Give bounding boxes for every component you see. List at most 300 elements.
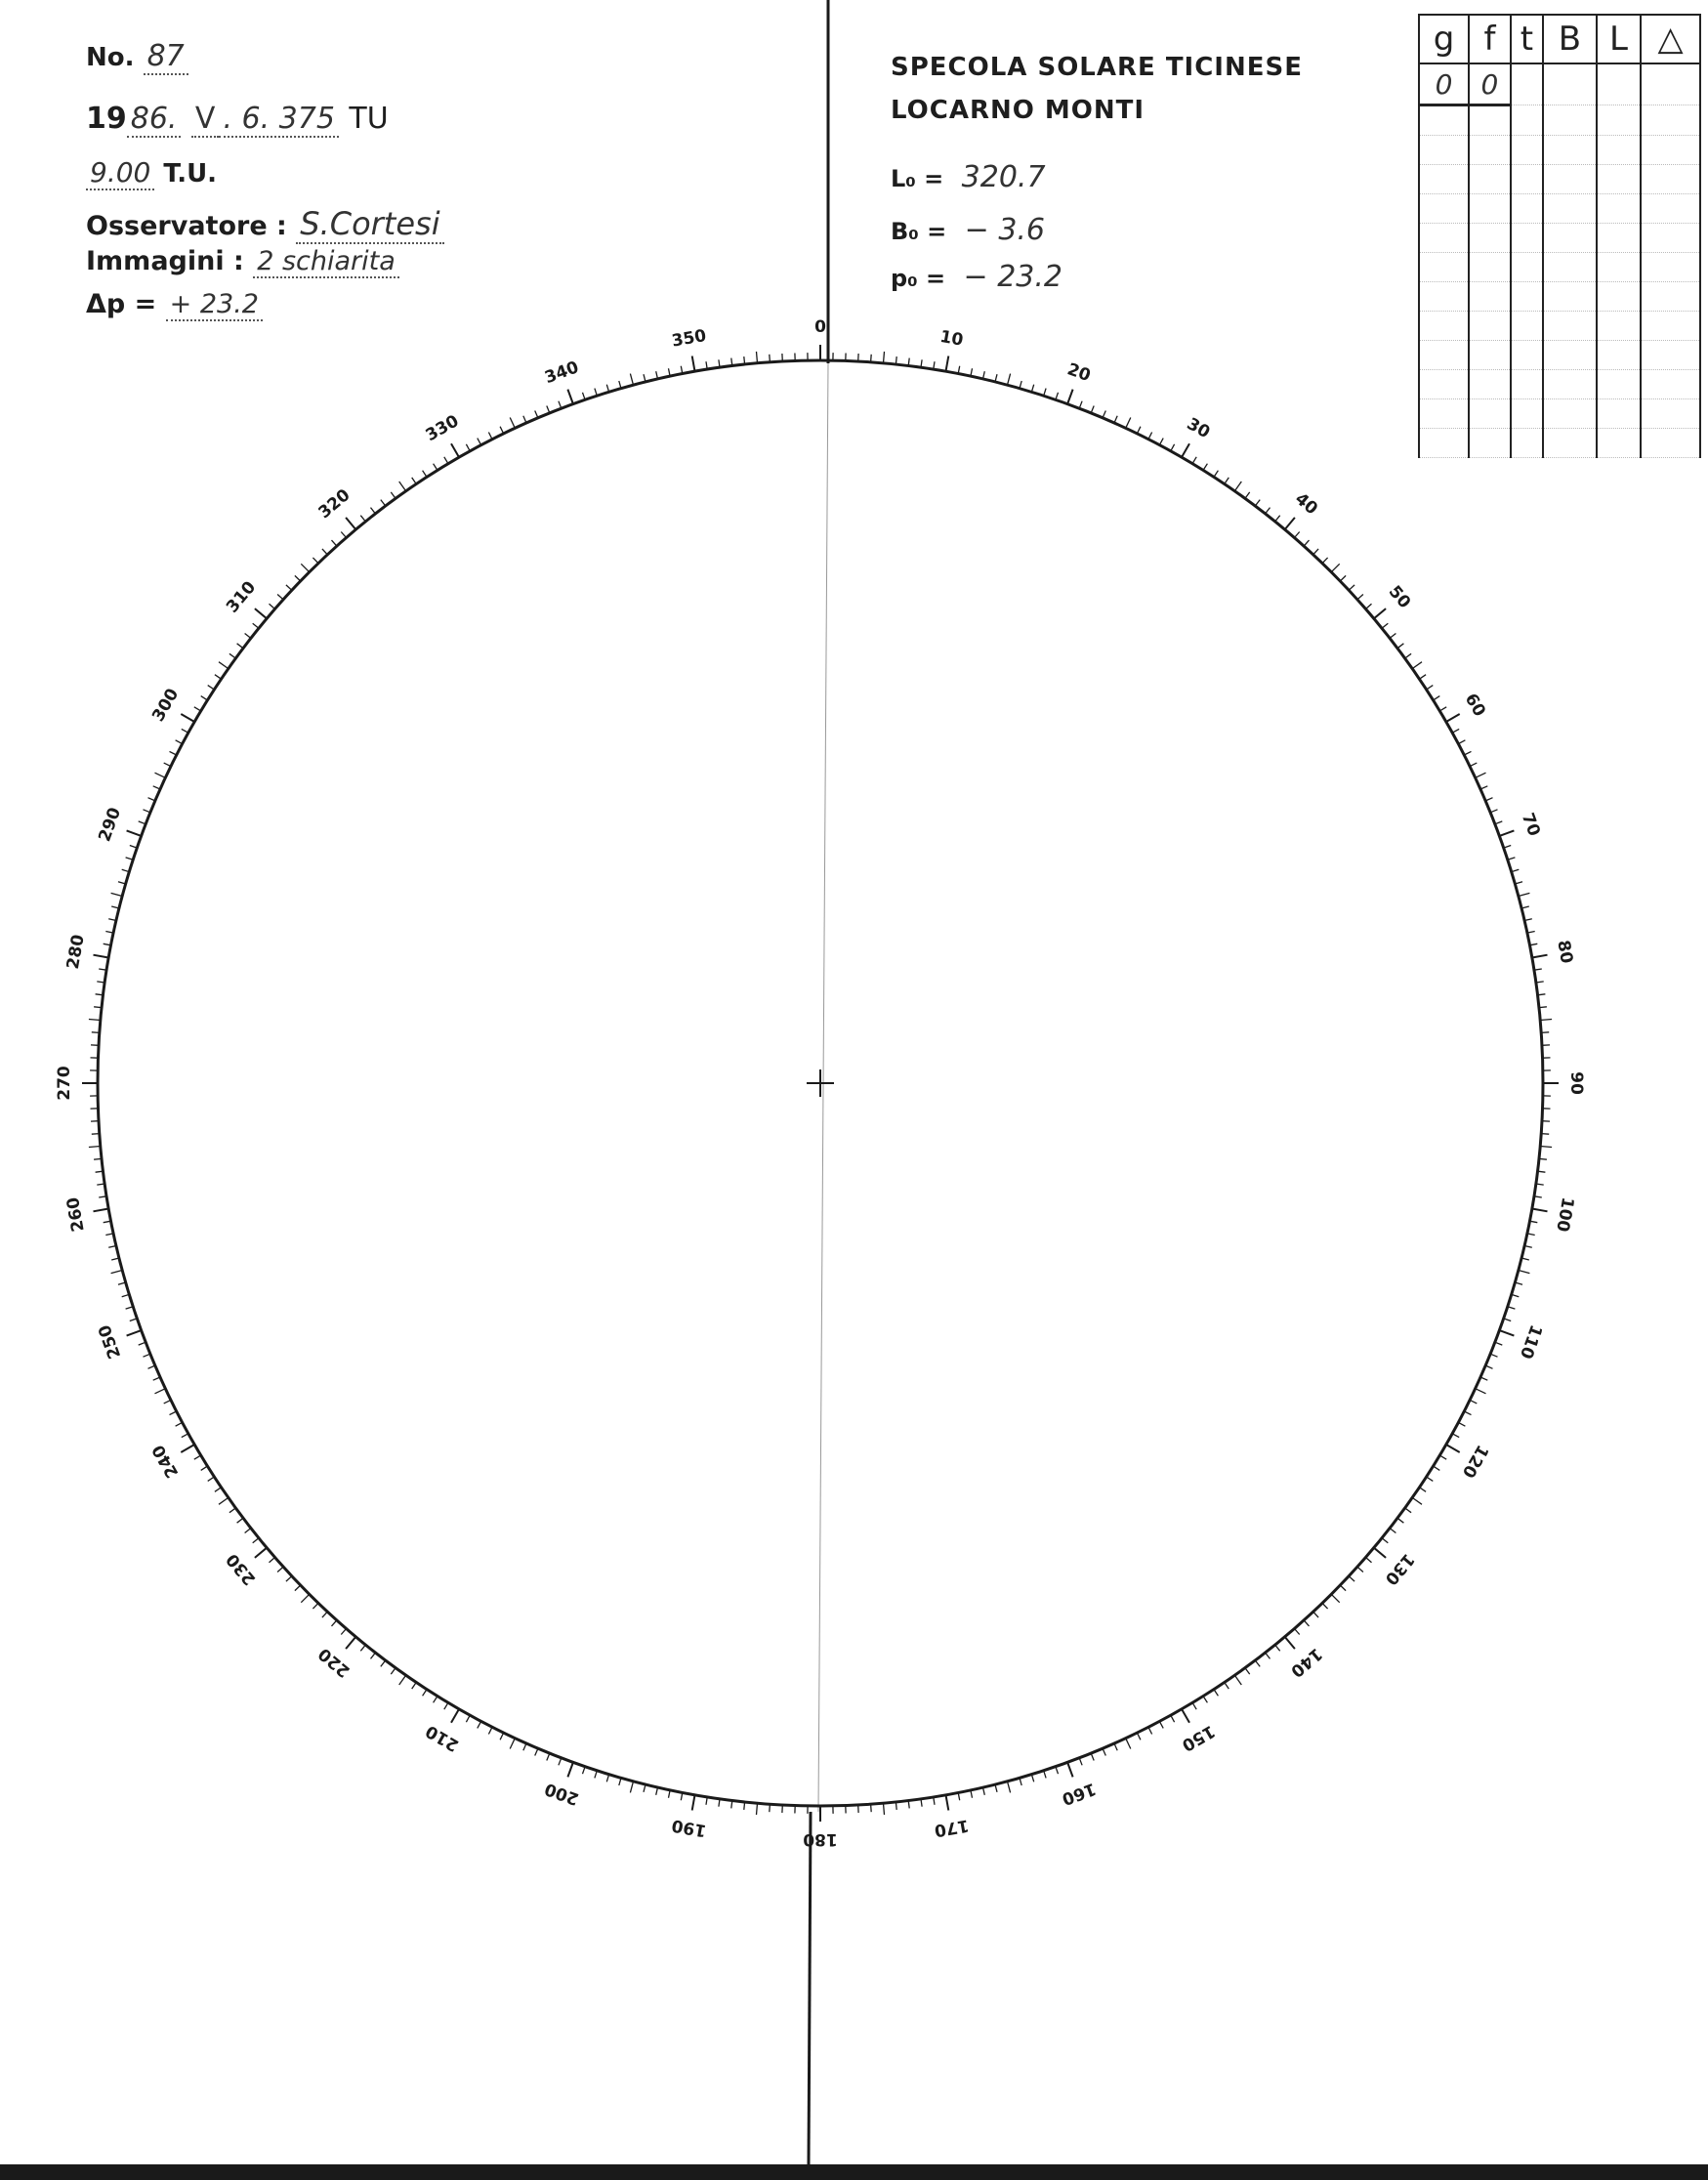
degree-tick [547,1753,550,1760]
degree-tick [1285,1637,1295,1649]
degree-tick [346,1637,355,1649]
degree-tick [1458,740,1465,744]
degree-tick [871,1804,872,1812]
degree-tick [1214,1690,1218,1697]
degree-label: 50 [1384,582,1415,612]
degree-tick [111,893,123,896]
plate-number-label: No. [86,43,135,72]
degree-tick [1405,653,1411,658]
degree-tick [1495,1342,1503,1345]
degree-tick [1126,1739,1131,1749]
degree-tick [1390,634,1396,639]
degree-tick [744,1802,745,1810]
bottom-axis-line [809,1812,811,2164]
degree-tick [423,471,427,478]
degree-tick [295,1585,301,1591]
degree-tick [360,1645,365,1651]
degree-tick [371,508,376,514]
degree-tick [181,1445,194,1452]
degree-tick [1499,830,1514,836]
degree-tick [1405,1508,1411,1513]
degree-tick [219,662,229,669]
degree-tick [1103,1748,1105,1755]
degree-tick [1313,549,1318,555]
degree-tick [1203,1697,1207,1703]
degree-tick [946,1795,949,1811]
degree-tick [567,1762,573,1777]
degree-tick [170,1411,177,1415]
degree-label: 290 [95,805,126,845]
delta-p-label: Δp = [86,289,157,319]
degree-tick [559,401,562,409]
degree-tick [500,427,504,434]
degree-tick [466,1715,470,1722]
degree-label: 210 [422,1720,463,1755]
degree-tick [1322,1603,1328,1609]
degree-tick [144,1354,150,1357]
degree-tick [92,1032,100,1033]
degree-tick [1412,1497,1422,1504]
degree-tick [170,751,177,755]
degree-tick [312,558,318,564]
degree-tick [1067,1762,1073,1777]
degree-tick [770,355,771,362]
degree-label: 230 [223,1549,261,1589]
degree-tick [1390,1529,1396,1533]
degree-tick [1540,1147,1552,1148]
col-header-delta: △ [1641,15,1700,63]
degree-tick [127,1330,142,1336]
degree-tick [1079,1758,1082,1766]
degree-label: 330 [422,411,463,446]
degree-tick [153,1377,160,1380]
degree-tick [1295,532,1300,538]
degree-tick [270,604,275,608]
degree-tick [301,1594,309,1602]
degree-tick [312,1603,318,1609]
degree-tick [1340,575,1346,581]
degree-tick [201,1466,208,1470]
observatory-location: LOCARNO MONTI [891,96,1146,125]
degree-tick [444,1702,448,1709]
degree-label: 0 [814,317,826,337]
degree-tick [488,1727,492,1734]
degree-tick [255,1548,267,1558]
degree-tick [1541,1134,1549,1135]
observatory-name: SPECOLA SOLARE TICINESE [891,53,1303,82]
degree-tick [1412,662,1422,669]
degree-tick [1171,1715,1175,1722]
degree-tick [535,411,538,418]
degree-tick [155,773,166,777]
degree-tick [559,1758,562,1766]
degree-tick [270,1558,275,1563]
degree-tick [1464,1411,1471,1415]
degree-label: 160 [1059,1778,1099,1809]
degree-tick [399,1675,406,1685]
time-value: 9.00 [86,156,154,190]
date-day: . 6. 375 [219,102,339,138]
degree-tick [381,1660,386,1666]
degree-tick [1420,675,1427,680]
degree-tick [94,1209,109,1212]
degree-tick [164,763,171,767]
degree-tick [1490,1354,1497,1357]
degree-tick [332,540,337,546]
date-century: 19 [86,102,127,136]
degree-tick [1114,1743,1117,1750]
degree-tick [1331,564,1339,571]
degree-tick [1114,416,1117,423]
degree-tick [1148,1727,1152,1734]
degree-label: 190 [670,1815,708,1841]
degree-label: 110 [1515,1321,1546,1362]
degree-tick [1126,418,1131,429]
col-header-t: t [1511,15,1543,63]
degree-label: 270 [55,1066,74,1101]
degree-label: 40 [1291,488,1321,520]
degree-tick [412,478,417,484]
degree-tick [176,740,183,744]
degree-tick [1159,1721,1163,1728]
degree-tick [770,1804,771,1812]
degree-tick [399,482,406,491]
degree-tick [1266,1653,1271,1658]
degree-label: 140 [1286,1643,1326,1681]
degree-tick [1304,540,1309,546]
degree-label: 240 [148,1441,184,1482]
degree-tick [1382,1538,1388,1543]
degree-tick [277,1567,283,1572]
degree-label: 260 [62,1195,89,1234]
degree-label: 180 [803,1829,838,1849]
degree-tick [444,457,448,464]
degree-tick [1532,955,1548,958]
degree-tick [155,1389,166,1394]
degree-label: 170 [933,1815,971,1841]
degree-tick [391,492,396,498]
scan-edge-bar [0,2164,1708,2180]
degree-tick [182,1434,188,1438]
degree-tick [1008,374,1011,386]
degree-label: 300 [148,685,184,726]
degree-tick [1382,623,1388,628]
degree-tick [1304,1620,1309,1626]
degree-tick [219,1497,229,1504]
degree-tick [245,1529,251,1533]
degree-tick [1480,786,1487,789]
degree-tick [1439,1455,1446,1459]
degree-tick [1366,1558,1372,1563]
plate-number-value: 87 [144,39,188,75]
degree-tick [139,1342,146,1345]
degree-label: 20 [1064,359,1094,387]
degree-tick [1008,1782,1011,1793]
degree-label: 90 [1566,1071,1586,1095]
degree-tick [1434,696,1440,700]
degree-tick [332,1620,337,1626]
degree-label: 280 [62,933,89,971]
degree-tick [757,1803,758,1815]
degree-tick [1495,821,1503,824]
degree-tick [286,1576,292,1581]
degree-tick [94,955,109,958]
degree-tick [478,1721,481,1728]
degree-tick [523,416,526,423]
degree-tick [94,1007,102,1008]
degree-tick [423,1690,427,1697]
col-header-L: L [1597,15,1641,63]
degree-tick [1427,1477,1434,1481]
degree-tick [1137,1733,1141,1740]
degree-tick [1079,401,1082,409]
degree-tick [208,686,215,690]
degree-tick [181,714,194,722]
degree-tick [341,1629,346,1635]
degree-tick [757,352,758,363]
date-month: V [191,102,220,138]
degree-tick [182,729,188,733]
degree-tick [1171,444,1175,451]
degree-label: 250 [95,1321,126,1362]
degree-tick [215,675,222,680]
degree-label: 60 [1460,690,1489,721]
degree-tick [1539,1007,1547,1008]
degree-tick [488,433,492,440]
degree-tick [1490,810,1497,813]
degree-tick [630,1782,633,1793]
degree-tick [692,1795,695,1811]
degree-tick [1480,1377,1487,1380]
degree-tick [1434,1466,1440,1470]
degree-tick [412,1683,417,1690]
param-P0-value: − 23.2 [963,260,1062,294]
degree-tick [89,1020,101,1021]
degree-tick [341,532,346,538]
degree-tick [1532,1209,1548,1212]
degree-tick [1357,1567,1363,1572]
degree-tick [139,821,146,824]
degree-tick [301,564,309,571]
date-year: 86. [127,102,182,138]
degree-tick [1182,443,1189,457]
degree-tick [1427,686,1434,690]
degree-tick [1234,1675,1241,1685]
degree-tick [1255,1660,1260,1666]
degree-tick [1245,1668,1250,1674]
degree-tick [1322,558,1328,564]
degree-tick [1476,773,1486,777]
degree-tick [1458,1422,1465,1426]
degree-tick [451,1709,459,1723]
degree-tick [1452,729,1459,733]
table-cell: 0 [1419,63,1469,105]
degree-tick [1349,585,1354,590]
images-label: Immagini : [86,246,244,276]
degree-tick [148,798,155,801]
degree-tick [1420,1488,1427,1492]
degree-tick [229,653,235,658]
degree-tick [286,585,292,590]
degree-tick [164,1400,171,1404]
degree-label: 80 [1553,939,1577,965]
degree-label: 350 [670,325,708,352]
degree-tick [1255,500,1260,506]
degree-tick [346,518,355,529]
degree-tick [1192,1702,1196,1709]
date-suffix: TU [349,102,389,136]
degree-tick [144,810,150,813]
degree-tick [229,1508,235,1513]
degree-tick [381,500,386,506]
degree-tick [1340,1585,1346,1591]
degree-tick [567,390,573,404]
degree-tick [1137,427,1141,434]
degree-tick [1446,1445,1460,1452]
degree-tick [255,608,267,618]
degree-tick [1285,518,1295,529]
degree-tick [89,1147,101,1148]
observer-label: Osservatore : [86,211,287,241]
degree-tick [500,1733,504,1740]
degree-tick [94,1158,102,1159]
degree-tick [1446,714,1460,722]
degree-tick [1148,433,1152,440]
degree-tick [1541,1032,1549,1033]
degree-tick [535,1748,538,1755]
degree-tick [1374,608,1386,618]
degree-tick [1452,1434,1459,1438]
degree-tick [1470,763,1477,767]
degree-tick [208,1477,215,1481]
degree-tick [1192,457,1196,464]
degree-tick [1225,478,1229,484]
degree-tick [277,595,283,600]
degree-tick [1397,644,1403,649]
degree-label: 310 [223,577,261,617]
degree-tick [201,696,208,700]
degree-tick [215,1488,222,1492]
param-P0-label: p₀ = [891,265,946,292]
degree-tick [1245,492,1250,498]
degree-tick [1349,1576,1354,1581]
degree-tick [510,418,515,429]
degree-tick [295,575,301,581]
degree-tick [1397,1518,1403,1523]
degree-label: 130 [1380,1549,1418,1589]
param-L0-label: L₀ = [891,165,944,192]
degree-tick [253,1538,259,1543]
degree-label: 30 [1183,414,1214,443]
degree-tick [1275,516,1280,522]
images-value: 2 schiarita [253,246,399,278]
degree-tick [1366,604,1372,608]
degree-tick [1182,1709,1189,1723]
degree-tick [451,443,459,457]
degree-tick [1331,1594,1339,1602]
degree-tick [253,623,259,628]
degree-tick [434,1697,437,1703]
degree-tick [1374,1548,1386,1558]
degree-tick [127,830,142,836]
param-B0-label: B₀ = [891,218,947,245]
degree-tick [884,1803,885,1815]
degree-tick [322,1612,327,1617]
degree-tick [1295,1629,1300,1635]
degree-label: 70 [1517,810,1544,839]
degree-tick [1103,411,1105,418]
degree-tick [871,355,872,362]
degree-label: 150 [1178,1720,1219,1755]
degree-tick [153,786,160,789]
degree-label: 340 [542,357,582,389]
degree-tick [1540,1020,1552,1021]
degree-tick [237,644,243,649]
param-B0-value: − 3.6 [964,213,1046,247]
degree-label: 120 [1457,1441,1492,1482]
degree-tick [1091,1753,1094,1760]
degree-label: 220 [314,1643,354,1681]
degree-tick [1499,1330,1514,1336]
degree-tick [466,444,470,451]
degree-tick [1519,893,1530,896]
degree-label: 100 [1552,1195,1578,1234]
degree-tick [434,464,437,471]
degree-tick [245,634,251,639]
degree-tick [744,356,745,364]
degree-tick [1485,1365,1492,1368]
degree-tick [478,439,481,445]
degree-tick [237,1518,243,1523]
degree-tick [884,352,885,363]
degree-tick [1159,439,1163,445]
degree-label: 10 [938,326,965,351]
degree-tick [1357,595,1363,600]
observer-value: S.Cortesi [296,205,443,244]
degree-label: 200 [542,1778,582,1809]
degree-tick [194,707,201,711]
param-L0-value: 320.7 [961,160,1046,194]
degree-tick [1225,1683,1229,1690]
col-header-f: f [1469,15,1511,63]
degree-tick [391,1668,396,1674]
degree-tick [630,374,633,386]
degree-tick [148,1365,155,1368]
degree-tick [92,1134,100,1135]
degree-tick [1485,798,1492,801]
degree-tick [1067,390,1073,404]
degree-tick [1214,471,1218,478]
degree-tick [1439,707,1446,711]
degree-tick [1266,508,1271,514]
degree-tick [510,1739,515,1749]
degree-tick [523,1743,526,1750]
degree-tick [946,356,949,372]
col-header-B: B [1543,15,1597,63]
degree-tick [1476,1389,1486,1394]
degree-tick [547,406,550,413]
degree-tick [371,1653,376,1658]
degree-tick [176,1422,183,1426]
time-suffix: T.U. [163,159,218,189]
degree-tick [1313,1612,1318,1617]
degree-label: 320 [314,485,354,524]
degree-tick [111,1271,123,1274]
degree-tick [1234,482,1241,491]
degree-tick [194,1455,201,1459]
col-header-g: g [1419,15,1469,63]
delta-p-value: + 23.2 [166,289,263,321]
